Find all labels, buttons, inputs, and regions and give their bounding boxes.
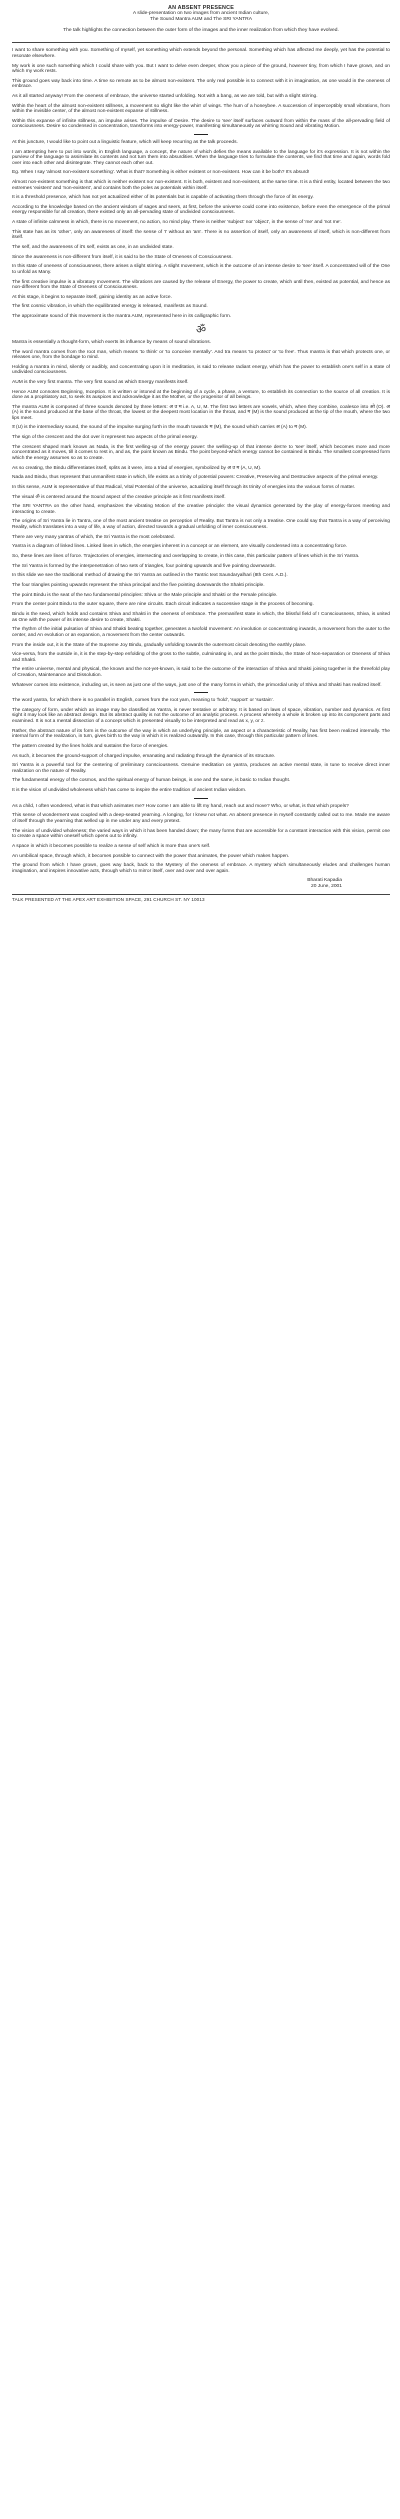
- body-paragraph: The word yantra, for which there is no parallel in English, comes from the root yam, meaning to 'hold', 'support' or 'sustain'.: [12, 698, 274, 704]
- body-paragraph: The first cosmic vibration, in which the equilibrated energy is released, manifests as Sound.: [12, 304, 208, 310]
- body-paragraph: An umbilical space, through which, it becomes possible to connect with the power that animates, the power which makes happen.: [12, 853, 290, 859]
- body-paragraph: A state of infinite calmness in which, there is no movement, no action, no mind play. There is neither 'subject' nor 'object', in the sense of 'me' and 'not me'.: [12, 220, 342, 226]
- body-paragraph: The point Bindu is the seat of the two fundamental principles: Shiva or the Male principle and Shakti or the Female principle.: [12, 592, 278, 598]
- body-paragraph: The category of form, under which an image may be classified as Yantra, is never tentative or arbitrary. It is based on laws of space, vibration, number and dynamics. At first sight it may look like an abstract design. But its abstract quality is not the outcome of an analytic process. A process whereby a whole is broken up into its component parts and examined. It is not a mental dissection of a concept which is presented visually to be interpreted and read as x, y, or z.: [12, 707, 390, 724]
- footer-divider: [12, 894, 390, 895]
- signoff-date: 20 June, 2001: [310, 884, 342, 890]
- body-paragraph: The sign of the crescent and the dot over it represent two aspects of the primal energy.: [12, 435, 198, 441]
- document-subtitle-line-2: The Sound Mantra AUM and The SRI YANTRA: [150, 17, 252, 23]
- section-divider: [194, 798, 208, 799]
- body-paragraph: उ (U) is the intermediary sound, the sound of the impulse surging forth in the mouth towards म (M), the sound which carries अ (A) to म (M).: [12, 425, 308, 431]
- body-paragraph: As a child, I often wondered, what is that which animates me? How come I am able to lift my hand, reach out and move? Who, or what, is that which propels?: [12, 803, 349, 809]
- body-paragraph: I am attempting here to put into words, in English language, a concept, the nature of which defies the means available to the language for it's expression. It is not within the purview of the language to assimilate its contents and not turn them into absurdities. When the language tries to formulate the contents, we find that time and again, words fold over into each other and disintegrate. They cannot each other out.: [12, 149, 390, 166]
- body-paragraph: Eg. When I say 'almost non-existent something'. What is that? Something is either existent or non-existent. How can it be both? It's absurd!: [12, 170, 310, 176]
- document-title: AN ABSENT PRESENCE: [168, 5, 234, 11]
- document-header: [12, 5, 390, 34]
- body-paragraph: The pattern created by the lines holds and sustains the force of energies.: [12, 743, 169, 749]
- body-paragraph: At this juncture, I would like to point out a linguistic feature, which will keep recurring as the talk proceeds.: [12, 140, 238, 146]
- body-paragraph: This ground goes way back into time. A time so remote as to be almost non-existent. The only real possible is to connect with it in imagination, as one would in the oneness of embrace.: [12, 78, 390, 90]
- section-divider: [194, 134, 208, 135]
- section-divider: [194, 692, 208, 693]
- body-paragraph: There are very many yantras of which, the Sri Yantra is the most celebrated.: [12, 534, 175, 540]
- body-paragraph: In this sense, AUM is representative of that Radical, Vital Potential of the universe, actualizing itself through its trinity of energies into the various forms of matter.: [12, 484, 356, 490]
- body-paragraph: From the center point Bindu to the outer square, there are nine circuits. Each circuit indicates a successive stage in the process of becoming.: [12, 602, 314, 608]
- body-paragraph: Within the heart of the almost non-existent stillness, a movement so slight like the whirr of wings. The hum of a honeybee. A succession of imperceptibly small vibrations, from within the invisible center, of the almost non-existent expanse of stillness.: [12, 103, 390, 115]
- body-paragraph: Almost non-existent something is that which is neither existent nor non-existent. It is both, existent and non-existent, at the same time. It is a third entity, located between the two extremes 'existent' and 'non-existent', and contains both the poles as potentials within itself.: [12, 180, 390, 191]
- body-paragraph: The rhythm of the initial pulsation of Shiva and Shakti beating together, generates a twofold movement: An involution or concentrating inwards, a movement from the outer to the center, and An evolution or an expansion, a movement from the center outwards.: [12, 627, 390, 638]
- body-paragraph: As such, it becomes the ground-support of charged impulse, emanating and radiating through the dynamics of its structure.: [12, 753, 276, 759]
- body-paragraph: The approximate sound of this movement is the mantra AUM, represented here in its calligraphic form.: [12, 314, 232, 320]
- body-paragraph: Hence AUM connotes Beginning, Inception. It is written or intoned at the beginning of a cycle, a phase, a venture, to establish its connection to the source of all creation. It is done as a propitiatory act, to seek its auspices and acknowledge it as the Mother, or the progenitor of all beings.: [12, 389, 390, 401]
- body-paragraph: Vice-versa, from the outside in, it is the step-by-step enfolding of the gross to the subtle, culminating in, and as the point Bindu, the State of Non-separation or Oneness of Shiva and Shakti.: [12, 652, 390, 663]
- body-paragraph: The Sri Yantra is formed by the interpenetration of two sets of triangles, four pointing upwards and five pointing downwards.: [12, 563, 276, 569]
- body-paragraph: Yantra is a diagram of linked lines. Linked lines in which, the energies inherent in a concept or an element, are visually condensed into a concentrating force.: [12, 544, 348, 550]
- body-paragraph: This sense of wonderment was coupled with a deep-seated yearning. A longing, for I knew not what. An absent presence in myself constantly called out to me. Made me aware of itself through the yearning that welled up in me under any and every pretext.: [12, 813, 390, 824]
- body-paragraph: This state has as its 'other', only an awareness of itself: the sense of 'I' without an 'am'. There is no assertion of itself, only an awareness of itself, which is non-different from itself.: [12, 229, 390, 241]
- body-paragraph: As it all started anyway! From the oneness of embrace, the universe started unfolding. Not with a bang, as we are told, but with a slight stirring.: [12, 93, 318, 99]
- body-paragraph: The origins of Sri Yantra lie in Tantra, one of the most ancient treatise on perception of Reality. But Tantra is not only a treatise. One could say that Tantra is a way of perceiving Reality, which translates into a way of life, a way of action, directed towards a gradual unfolding of inner consciousness.: [12, 519, 390, 530]
- body-paragraph: In this slide we see the traditional method of drawing the Sri Yantra as outlined in the Tantric text Saundaryalhari (8th Cent. A.D.).: [12, 573, 288, 579]
- body-paragraph: I want to share something with you. Something of myself, yet something which extends beyond the personal. Something which has affected me deeply, yet has the potential to resonate elsewhere.: [12, 48, 390, 59]
- body-paragraph: Rather, the abstract nature of its form is the outcome of the way in which an underlying principle, an aspect or a characteristic of Reality, has first been realized internally. The internal form of the realization, in turn, gives birth to the way in which it is realized outwardly. In this case, through this particular pattern of lines.: [12, 728, 390, 740]
- body-paragraph: According to the knowledge based on the ancient wisdom of sages and seers, at first, before the universe could come into existence, before even the emergence of the primal energy responsible for all creation, there existed only an all-pervading state of undivided consciousness.: [12, 204, 390, 216]
- body-paragraph: The entire universe, mental and physical, the known and the not-yet-known, is said to be the outcome of the interaction of Shiva and Shakti joining together in the threefold play of Creation, Maintenance and Dissolution.: [12, 667, 390, 678]
- header-divider: [12, 42, 390, 43]
- aum-glyph: ॐ: [195, 322, 207, 336]
- body-paragraph: Nada and Bindu, thus represent that unmanifest state in which, life exists as a trinity of potential powers: Creative, Preserving and Destructive aspects of the primal energy.: [12, 475, 379, 481]
- body-paragraph: So, these lines are lines of force. Trajectories of energies, intersecting and overlapping to create, in this case, this particular pattern of lines which is the Sri Yantra.: [12, 554, 360, 560]
- body-paragraph: The fundamental energy of the cosmos, and the spiritual energy of human beings, is one and the same, is basic to Indian thought.: [12, 778, 291, 784]
- body-paragraph: Whatever comes into existence, including us, is seen as just one of the ways, just one of the many forms in which, the primordial unity of Shiva and Shakti has realized itself.: [12, 682, 382, 688]
- body-paragraph: The visual ॐ is centered around the Sound aspect of the creative principle as it first manifests itself.: [12, 494, 226, 500]
- body-paragraph: The vision of undivided wholeness; the varied ways in which it has been handed down; the many forms that are accessible for a constant interaction with this vision, permit one to create a space within oneself which opens out to infinity.: [12, 828, 390, 840]
- body-paragraph: As so creating, the Bindu differentiates itself, splits as it were, into a triad of energies, symbolized by अ उ म (A, U, M).: [12, 465, 262, 471]
- document-subtitle-line-1: A slide-presentation on two images from ancient Indian culture,: [132, 11, 270, 17]
- body-paragraph: The crescent shaped mark known as Nada, is the first welling-up of the energy power: the welling-up of that intense des're to 'see' itself, which becomes more and more concentrated as it moves, till it comes to rest in, and as, the point known as Bindu. The point beyond-which energy cannot be contained is Bindu. The smallest compressed form which the energy assumes so as to create.: [12, 444, 390, 461]
- body-paragraph: Since the awareness is non-different from itself, it is said to be the State of Oneness of Consciousness.: [12, 254, 233, 260]
- body-paragraph: Mantra is essentially a thought-form, which exerts its influence by means of sound vibrations.: [12, 339, 211, 345]
- body-paragraph: In this state of oneness of consciousness, there arises a slight stirring. A slight movement, which is the outcome of an intense desire to 'see' itself. A concentrated will of the One to unfold as Many.: [12, 264, 390, 275]
- body-paragraph: My work is one such something which I could share with you. But I want to delve even deeper, show you a piece of the ground, however tiny, from which I have grown, and on which my work rests.: [12, 63, 390, 75]
- body-paragraph: The four triangles pointing upwards represent the Shiva principal and the five pointing downwards the Shakti principle.: [12, 583, 265, 589]
- body-paragraph: Holding a mantra in mind, silently or audibly, and concentrating upon it in meditation, is said to release radiant energy, which has the power to establish one's self in a state of undivided consciousness.: [12, 364, 390, 376]
- body-paragraph: The word mantra comes from the root man, which means 'to think' or 'to conceive mentally'. And tra means 'to protect' or 'to free'. Thus mantra is that which protects one, or releases one, from the bondage to mind.: [12, 349, 390, 361]
- author-name: Bharati Kapadia: [307, 878, 342, 884]
- body-paragraph: The SRI YANTRA on the other hand, emphasizes the vibrating Motion of the creative principle: the visual dynamics generated by the play of energy-forces meeting and interacting to create.: [12, 504, 390, 515]
- body-paragraph: Sri Yantra is a powerful tool for the centering of preliminary consciousness. Genuine meditation on yantra, produces an active mental state, in tune to receive direct inner realization on the nature of Reality.: [12, 763, 390, 774]
- talk-description: The talk highlights the connection between the outer form of the images and the inner realization from which they have evolved.: [63, 28, 339, 34]
- body-paragraph: At this stage, it begins to separate itself, gaining identity as an active force.: [12, 294, 172, 300]
- body-paragraph: It is a threshold presence, which has not yet actualized either of its potentials but is capable of activating them through the force of its energy.: [12, 195, 314, 201]
- body-paragraph: The self, and the awareness of it's self, exists as one, in an undivided state.: [12, 245, 174, 251]
- signoff: [12, 878, 390, 890]
- body-paragraph: AUM is the very first mantra. The very first sound as which Energy manifests itself.: [12, 379, 189, 385]
- body-paragraph: Bindu is the seed, which holds and contains Shiva and Shakti in the oneness of embrace. The premanifest state in which, the blissful field of I Consciousness, Shiva, is united as One with the power of its intense desire to create, Shakti.: [12, 612, 390, 623]
- venue-footer: TALK PRESENTED AT THE APEX ART EXHIBITION SPACE, 291 CHURCH ST. NY 10013: [12, 897, 205, 903]
- body-paragraph: The mantra AUM is composed of three sounds denoted by three letters: अ उ म i.e. A, U, M. The first two letters are vowels, which, when they combine, coalesce into ओ (O). अ (A) is the sound produced at the base of the throat, the lowest or the deepest most location in the throat, and म (M) is the sound produced at the tip of the mouth, where the two lips meet.: [12, 404, 390, 421]
- body-paragraph: The ground from which I have grown, goes way back, back to the Mystery of the oneness of embrace. A mystery which simultaneously eludes and challenges human imagination, and inspires innovative acts, through which to mirror itself, over and over and over again.: [12, 863, 390, 874]
- body-paragraph: A space in which it becomes possible to realize a sense of self which is more than one's self.: [12, 843, 211, 849]
- body-paragraph: It is the vision of undivided wholeness which has come to inspire the entire tradition of ancient Indian wisdom.: [12, 788, 247, 794]
- document-body: [12, 48, 390, 874]
- body-paragraph: Within this expanse of infinite stillness, an impulse arises. The impulse of Desire. The desire to 'see' itself surfaces outward from within the mass of the all-pervading field of consciousness. Desire so condensed in concentration, transforms into energy-power, manifesting simultaneously as whirring Sound and vibrating Motion.: [12, 118, 390, 130]
- body-paragraph: The first creative impulse is a vibratory movement. The vibrations are caused by the release of Energy, the power to create, which until then, existed as potential, and hence as non-different from the State of Oneness of Consciousness.: [12, 279, 390, 291]
- body-paragraph: From the inside out, it is the State of the Supreme Joy Bindu, gradually unfolding towards the outermost circuit denoting the earthly plane.: [12, 642, 307, 648]
